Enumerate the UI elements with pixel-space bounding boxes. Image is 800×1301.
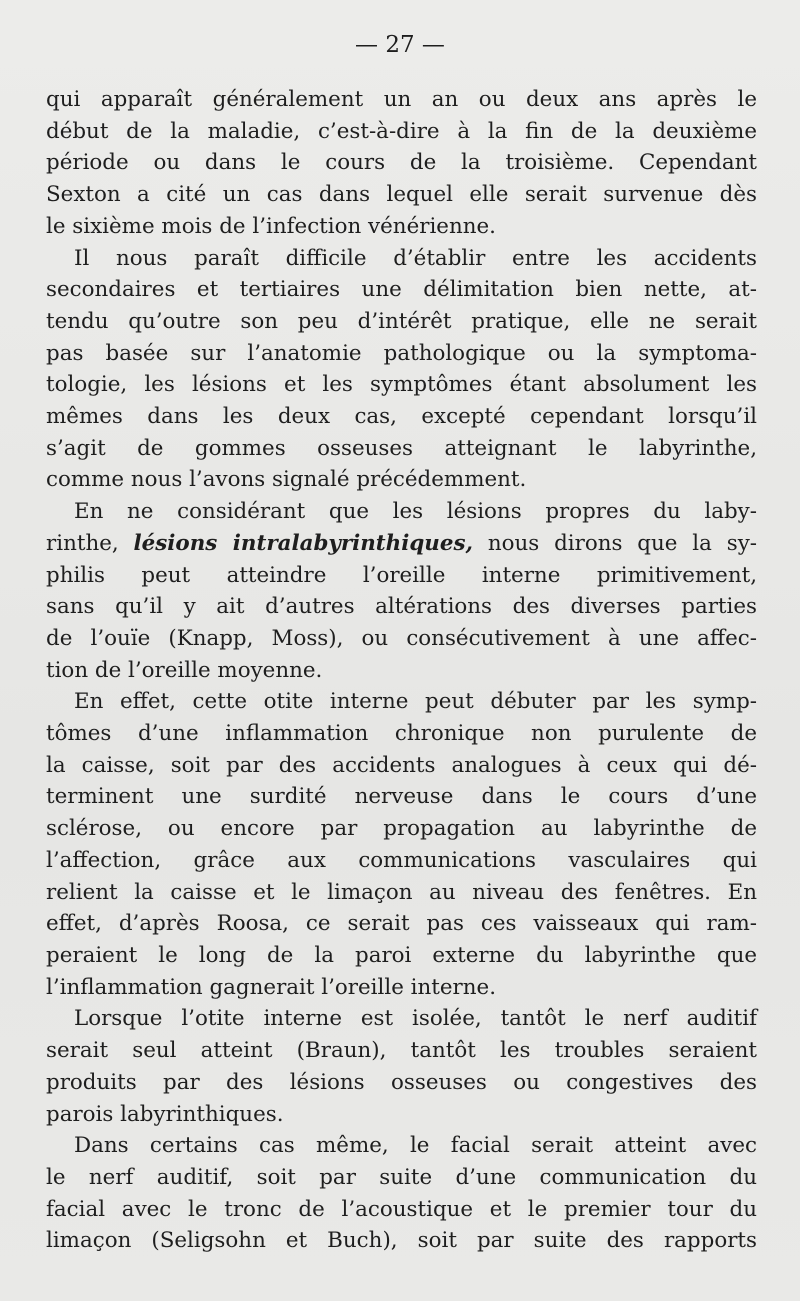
text-line: tion de l’oreille moyenne.	[46, 657, 323, 683]
text-line: parois labyrinthiques.	[46, 1101, 284, 1127]
text-line: l’inflammation gagnerait l’oreille interne.	[46, 974, 496, 1000]
text-line: tologie, les lésions et les symptômes étant absolument les	[46, 372, 757, 398]
text-line: Sexton a cité un cas dans lequel elle serait survenue dès	[46, 182, 757, 208]
text-line: le nerf auditif, soit par suite d’une communication du	[46, 1164, 757, 1190]
text-line: peraient le long de la paroi externe du labyrinthe que	[46, 942, 757, 968]
text-line: la caisse, soit par des accidents analogues à ceux qui dé-	[46, 752, 757, 778]
text-line: terminent une surdité nerveuse dans le cours d’une	[46, 784, 757, 810]
text-line: limaçon (Seligsohn et Buch), soit par suite des rapports	[46, 1228, 757, 1254]
text-line: période ou dans le cours de la troisième. Cependant	[46, 150, 757, 176]
text-line: effet, d’après Roosa, ce serait pas ces vaisseaux qui ram-	[46, 911, 757, 937]
text-line	[46, 528, 757, 560]
text-line: produits par des lésions osseuses ou congestives des	[46, 1069, 757, 1095]
text-line: secondaires et tertiaires une délimitation bien nette, at-	[46, 277, 757, 303]
page-number: — 27 —	[355, 32, 445, 58]
text-line: Lorsque l’otite interne est isolée, tantôt le nerf auditif	[74, 1006, 757, 1032]
text-line: tômes d’une inflammation chronique non purulente de	[46, 721, 757, 747]
text-line: qui apparaît généralement un an ou deux ans après le	[46, 87, 757, 112]
text-fragment: rinthe,	[46, 530, 134, 556]
text-line: le sixième mois de l’infection vénérienne.	[46, 213, 496, 239]
body-text	[46, 84, 757, 1257]
text-line: sans qu’il y ait d’autres altérations des diverses parties	[46, 594, 757, 620]
text-line: comme nous l’avons signalé précédemment.	[46, 467, 527, 493]
text-line: l’affection, grâce aux communications vasculaires qui	[46, 847, 757, 873]
text-line: de l’ouïe (Knapp, Moss), ou consécutivement à une affec-	[46, 625, 757, 651]
text-line: Dans certains cas même, le facial serait atteint avec	[74, 1133, 757, 1159]
text-line: tendu qu’outre son peu d’intérêt pratique, elle ne serait	[46, 308, 757, 334]
text-line: facial avec le tronc de l’acoustique et le premier tour du	[46, 1196, 757, 1222]
text-line: sclérose, ou encore par propagation au labyrinthe de	[46, 816, 757, 842]
text-line: philis peut atteindre l’oreille interne primitivement,	[46, 562, 757, 588]
text-line: relient la caisse et le limaçon au niveau des fenêtres. En	[46, 879, 757, 905]
text-line: En effet, cette otite interne peut débuter par les symp-	[74, 689, 757, 715]
italic-term: lésions intralabyrinthiques,	[133, 530, 473, 556]
text-fragment: nous dirons que la sy-	[472, 530, 758, 556]
text-line: En ne considérant que les lésions propres du laby-	[74, 499, 757, 525]
text-line: mêmes dans les deux cas, excepté cependant lorsqu’il	[46, 404, 757, 430]
text-line: serait seul atteint (Braun), tantôt les troubles seraient	[46, 1038, 757, 1064]
text-line: pas basée sur l’anatomie pathologique ou la symptoma-	[46, 340, 757, 366]
text-line: s’agit de gommes osseuses atteignant le labyrinthe,	[46, 435, 757, 461]
text-line: début de la maladie, c’est-à-dire à la fin de la deuxième	[46, 118, 757, 144]
text-line: Il nous paraît difficile d’établir entre les accidents	[74, 245, 757, 271]
